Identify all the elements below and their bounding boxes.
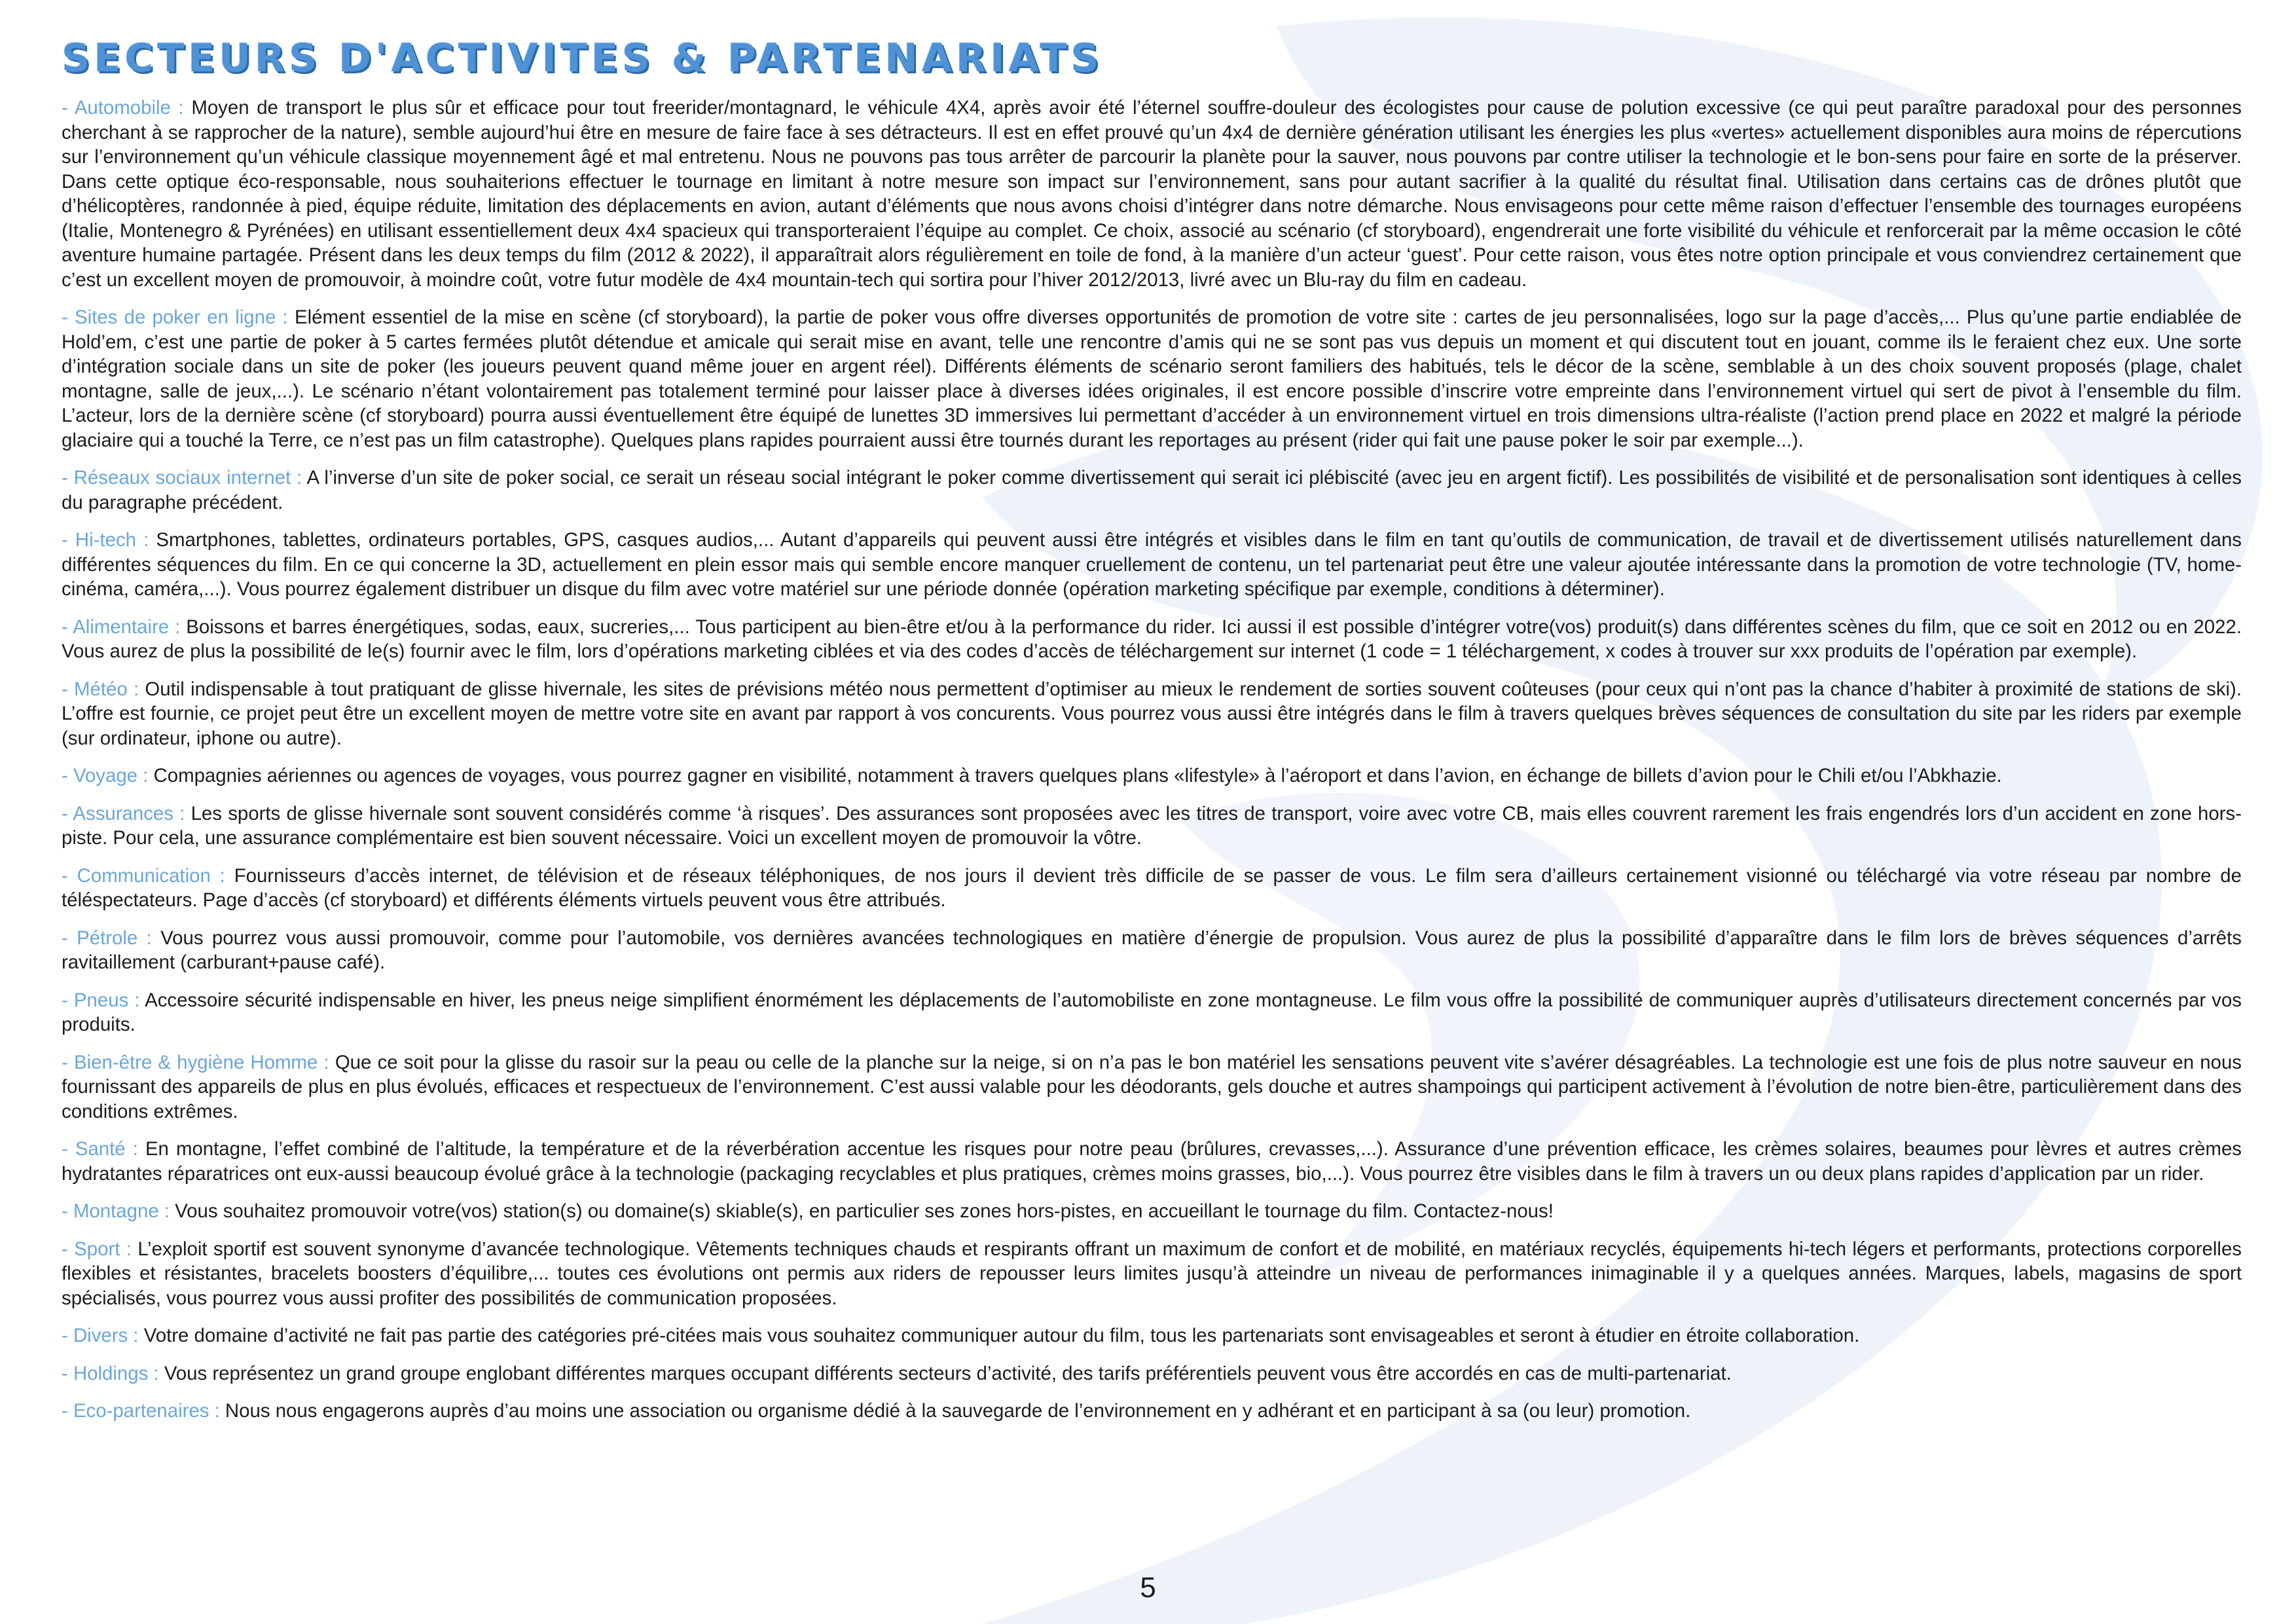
section-hi-tech — [62, 528, 2242, 602]
section-text: Boissons et barres énergétiques, sodas, eaux, sucreries,... Tous participent au bien-être et/ou à la performance du rider. Ici aussi il est possible d’intégrer votre(vos) produit(s) dans différentes scènes du film, que ce soit en 2012 ou en 2022. Vous aurez de plus la possibilité de le(s) fournir avec le film, lors d’opérations marketing ciblées et via des codes d’accès de téléchargement sur internet (1 code = 1 téléchargement, x codes à trouver sur xxx produits de l’opération par exemple). — [62, 616, 2242, 662]
section-label: - Eco-partenaires : — [62, 1400, 220, 1422]
section-text: L’exploit sportif est souvent synonyme d’avancée technologique. Vêtements techniques chauds et respirants offrant un maximum de confort et de mobilité, en matériaux recyclés, équipements hi-tech légers et performants, protections corporelles flexibles et résistantes, bracelets boosters d’équilibre,... toutes ces évolutions ont permis aux riders de repousser leurs limites jusqu’à atteindre un niveau de performances inimaginable il y a quelques années. Marques, labels, magasins de sport spécialisés, vous pourrez vous aussi profiter des possibilités de communication proposées. — [62, 1238, 2242, 1309]
section-label: - Alimentaire : — [62, 616, 181, 638]
section-label: - Assurances : — [62, 802, 185, 824]
section-text: A l’inverse d’un site de poker social, ce serait un réseau social intégrant le poker comme divertissement qui serait ici plébiscité (avec jeu en argent fictif). Les possibilités de visibilité et de personalisation sont identiques à celles du paragraphe précédent. — [62, 467, 2242, 513]
sections-list — [62, 96, 2242, 1437]
section-text: Fournisseurs d’accès internet, de télévision et de réseaux téléphoniques, de nos jours il devient très difficile de se passer de vous. Le film sera d’ailleurs certainement visionné ou téléchargé via votre réseau par nombre de téléspectateurs. Page d’accès (cf storyboard) et différents éléments virtuels peuvent vous être attribués. — [62, 864, 2242, 911]
section-label: - Santé : — [62, 1138, 138, 1160]
section-label: - Montagne : — [62, 1200, 170, 1222]
section-text: Smartphones, tablettes, ordinateurs portables, GPS, casques audios,... Autant d’appareils qui peuvent aussi être intégrés et visibles dans le film en tant qu’outils de communication, de travail et de divertissement utilisés naturellement dans différentes séquences du film. En ce qui concerne la 3D, actuellement en plein essor mais qui semble encore manquer cruellement de contenu, un tel partenariat peut être une valeur ajoutée intéressante dans la promotion de votre technologie (TV, home-cinéma, caméra,...). Vous pourrez également distribuer un disque du film avec votre matériel sur une période donnée (opération marketing spécifique par exemple, conditions à déterminer). — [62, 529, 2242, 600]
section-text: Vous représentez un grand groupe englobant différentes marques occupant différents secteurs d’activité, des tarifs préférentiels peuvent vous être accordés en cas de multi-partenariat. — [158, 1362, 1732, 1384]
section-label: - Hi-tech : — [62, 529, 149, 551]
section-text: Elément essentiel de la mise en scène (cf storyboard), la partie de poker vous offre diverses opportunités de promotion de votre site : cartes de jeu personnalisées, logo sur la page d’accès,... Plus qu’une partie endiablée de Hold’em, c’est une partie de poker à 5 cartes fermées plutôt détendue et amicale qui serait mise en avant, telle une rencontre d’amis qui ne se sont pas vus depuis un moment et qui discutent tout en jouant, comme ils le feraient chez eux. Une sorte d’intégration sociale dans un site de poker (les joueurs peuvent quand même jouer en argent réel). Différents éléments de scénario seront familiers des habitués, tels le décor de la scène, semblable à un des choix souvent proposés (plage, chalet montagne, salle de jeux,...). Le scénario n’étant volontairement pas totalement terminé pour laisser place à diverses idées originales, il est encore possible d’inscrire votre empreinte dans l’environnement virtuel qui sert de pivot à l’ensemble du film. L’acteur, lors de la dernière scène (cf storyboard) pourra aussi éventuellement être équipé de lunettes 3D immersives lui permettant d’accéder à un environnement virtuel en trois dimensions ultra-réaliste (l’action prend place en 2022 et malgré la période glaciaire qui a touché la Terre, ce n’est pas un film catastrophe). Quelques plans rapides pourraient aussi être tournés durant les reportages au présent (rider qui fait une pause poker le soir par exemple...). — [62, 306, 2242, 451]
section-text: En montagne, l’effet combiné de l’altitude, la température et de la réverbération accentue les risques pour notre peau (brûlures, crevasses,...). Assurance d’une prévention efficace, les crèmes solaires, beaumes pour lèvres et autres crèmes hydratantes réparatrices ont eux-aussi beaucoup évolué grâce à la technologie (packaging recyclables et plus pratiques, crèmes moins grasses, bio,...). Vous pourrez être visibles dans le film à travers un ou deux plans rapides d’application par un rider. — [62, 1138, 2242, 1185]
section-label: - Voyage : — [62, 765, 149, 786]
section-sport — [62, 1237, 2242, 1311]
section-label: - Pneus : — [62, 989, 140, 1011]
section-alimentaire — [62, 615, 2242, 664]
section-text: Compagnies aériennes ou agences de voyages, vous pourrez gagner en visibilité, notamment à travers quelques plans «lifestyle» à l’aéroport et dans l’avion, en échange de billets d’avion pour le Chili et/ou l’Abkhazie. — [148, 765, 2002, 786]
section-label: - Sites de poker en ligne : — [62, 306, 288, 328]
section-text: Que ce soit pour la glisse du rasoir sur la peau ou celle de la planche sur la neige, si on n’a pas le bon matériel les sensations peuvent vite s’avérer désagréables. La technologie est une fois de plus notre sauveur en nous fournissant des appareils de plus en plus évolués, efficaces et respectueux de l’environnement. C’est aussi valable pour les déodorants, gels douche et autres shampoings qui participent activement à l’évolution de notre bien-être, particulièrement dans des conditions extrêmes. — [62, 1051, 2242, 1122]
section-label: - Sport : — [62, 1238, 132, 1260]
section-label: - Météo : — [62, 678, 139, 700]
section-text: Votre domaine d’activité ne fait pas partie des catégories pré-citées mais vous souhaitez communiquer autour du film, tous les partenariats sont envisageables et seront à étudier en étroite collaboration. — [138, 1325, 1860, 1346]
section-sites-poker — [62, 305, 2242, 452]
section-text: Les sports de glisse hivernale sont souvent considérés comme ‘à risques’. Des assurances sont proposées avec les titres de transport, voire avec votre CB, mais elles couvrent rarement les frais engendrés lors d’un accident en zone hors-piste. Pour cela, une assurance complémentaire est bien souvent nécessaire. Voici un excellent moyen de promouvoir la vôtre. — [62, 802, 2242, 849]
section-holdings — [62, 1361, 2242, 1386]
section-label: - Divers : — [62, 1325, 139, 1346]
section-text: Vous souhaitez promouvoir votre(vos) station(s) ou domaine(s) skiable(s), en particulier ses zones hors-pistes, en accueillant le tournage du film. Contactez-nous! — [170, 1200, 1554, 1222]
section-assurances — [62, 802, 2242, 851]
section-text: Nous nous engagerons auprès d’au moins une association ou organisme dédié à la sauvegarde de l’environnement en y adhérant et en participant à sa (ou leur) promotion. — [219, 1400, 1691, 1422]
section-bien-etre — [62, 1050, 2242, 1124]
section-label: - Automobile : — [62, 97, 184, 119]
section-meteo — [62, 677, 2242, 751]
section-label: - Communication : — [62, 864, 225, 887]
section-voyage — [62, 764, 2242, 788]
section-reseaux-sociaux — [62, 466, 2242, 515]
section-label: - Bien-être & hygiène Homme : — [62, 1051, 329, 1073]
section-sante — [62, 1137, 2242, 1186]
section-communication — [62, 864, 2242, 913]
section-text: Vous pourrez vous aussi promouvoir, comme pour l’automobile, vos dernières avancées technologiques en matière d’énergie de propulsion. Vous aurez de plus la possibilité d’apparaître dans le film lors de brèves séquences d’arrêts ravitaillement (carburant+pause café). — [62, 927, 2242, 973]
section-text: Outil indispensable à tout pratiquant de glisse hivernale, les sites de prévisions météo nous permettent d’optimiser au mieux le rendement de sorties souvent coûteuses (pour ceux qui n’ont pas la chance d’habiter à proximité de stations de ski). L’offre est fournie, ce projet peut être un excellent moyen de mettre votre site en avant par rapport à vos concurents. Vous pourrez vous aussi être intégrés dans le film à travers quelques brèves séquences de consultation du site par les riders par exemple (sur ordinateur, iphone ou autre). — [62, 678, 2242, 749]
section-label: - Holdings : — [62, 1362, 159, 1384]
section-divers — [62, 1323, 2242, 1348]
page-title: SECTEURS D'ACTIVITES & PARTENARIATS — [62, 35, 1103, 81]
section-eco-partenaires — [62, 1399, 2242, 1424]
section-text: Moyen de transport le plus sûr et efficace pour tout freerider/montagnard, le véhicule 4X4, après avoir été l’éternel souffre-douleur des écologistes pour cause de polution excessive (ce qui peut paraître paradoxal pour des personnes cherchant à se rapprocher de la nature), semble aujourd’hui être en mesure de faire face à ses détracteurs. Il est en effet prouvé qu’un 4x4 de dernière génération utilisant les énergies les plus «vertes» actuellement disponibles aura moins de répercutions sur l’environnement qu’un véhicule classique moyennement âgé et mal entretenu. Nous ne pouvons pas tous arrêter de parcourir la planète pour la sauver, nous pouvons par contre utiliser la technologie et le bon-sens pour faire en sorte de la préserver. Dans cette optique éco-responsable, nous souhaiterions effectuer le tournage en limitant à notre mesure son impact sur l’environnement, sans pour autant sacrifier à la qualité du résultat final. Utilisation dans certains cas de drônes plutôt que d’hélicoptères, randonnée à pied, équipe réduite, limitation des déplacements en avion, autant d’éléments que nous avons choisi d’intégrer dans notre démarche. Nous envisageons pour cette même raison d’effectuer l’ensemble des tournages européens (Italie, Montenegro & Pyrénées) en utilisant essentiellement deux 4x4 spacieux qui transporteraient l’équipe au complet. Ce choix, associé au scénario (cf storyboard), engendrerait une forte visibilité du véhicule et renforcerait par la même occasion le côté aventure humaine partagée. Présent dans les deux temps du film (2012 & 2022), il apparaîtrait alors régulièrement en toile de fond, à la manière d’un acteur ‘guest’. Pour cette raison, vous êtes notre option principale et vous conviendrez certainement que c’est un excellent moyen de promouvoir, à moindre coût, votre futur modèle de 4x4 mountain-tech qui sortira pour l’hiver 2012/2013, livré avec un Blu-ray du film en cadeau. — [62, 97, 2242, 291]
section-montagne — [62, 1199, 2242, 1224]
page-number: 5 — [1140, 1572, 1156, 1604]
section-pneus — [62, 988, 2242, 1037]
section-automobile — [62, 96, 2242, 292]
section-petrole — [62, 926, 2242, 975]
section-label: - Réseaux sociaux internet : — [62, 467, 302, 489]
section-label: - Pétrole : — [62, 927, 152, 949]
section-text: Accessoire sécurité indispensable en hiver, les pneus neige simplifient énormément les déplacements de l’automobiliste en zone montagneuse. Le film vous offre la possibilité de communiquer auprès d’utilisateurs directement concernés par vos produits. — [62, 989, 2242, 1035]
